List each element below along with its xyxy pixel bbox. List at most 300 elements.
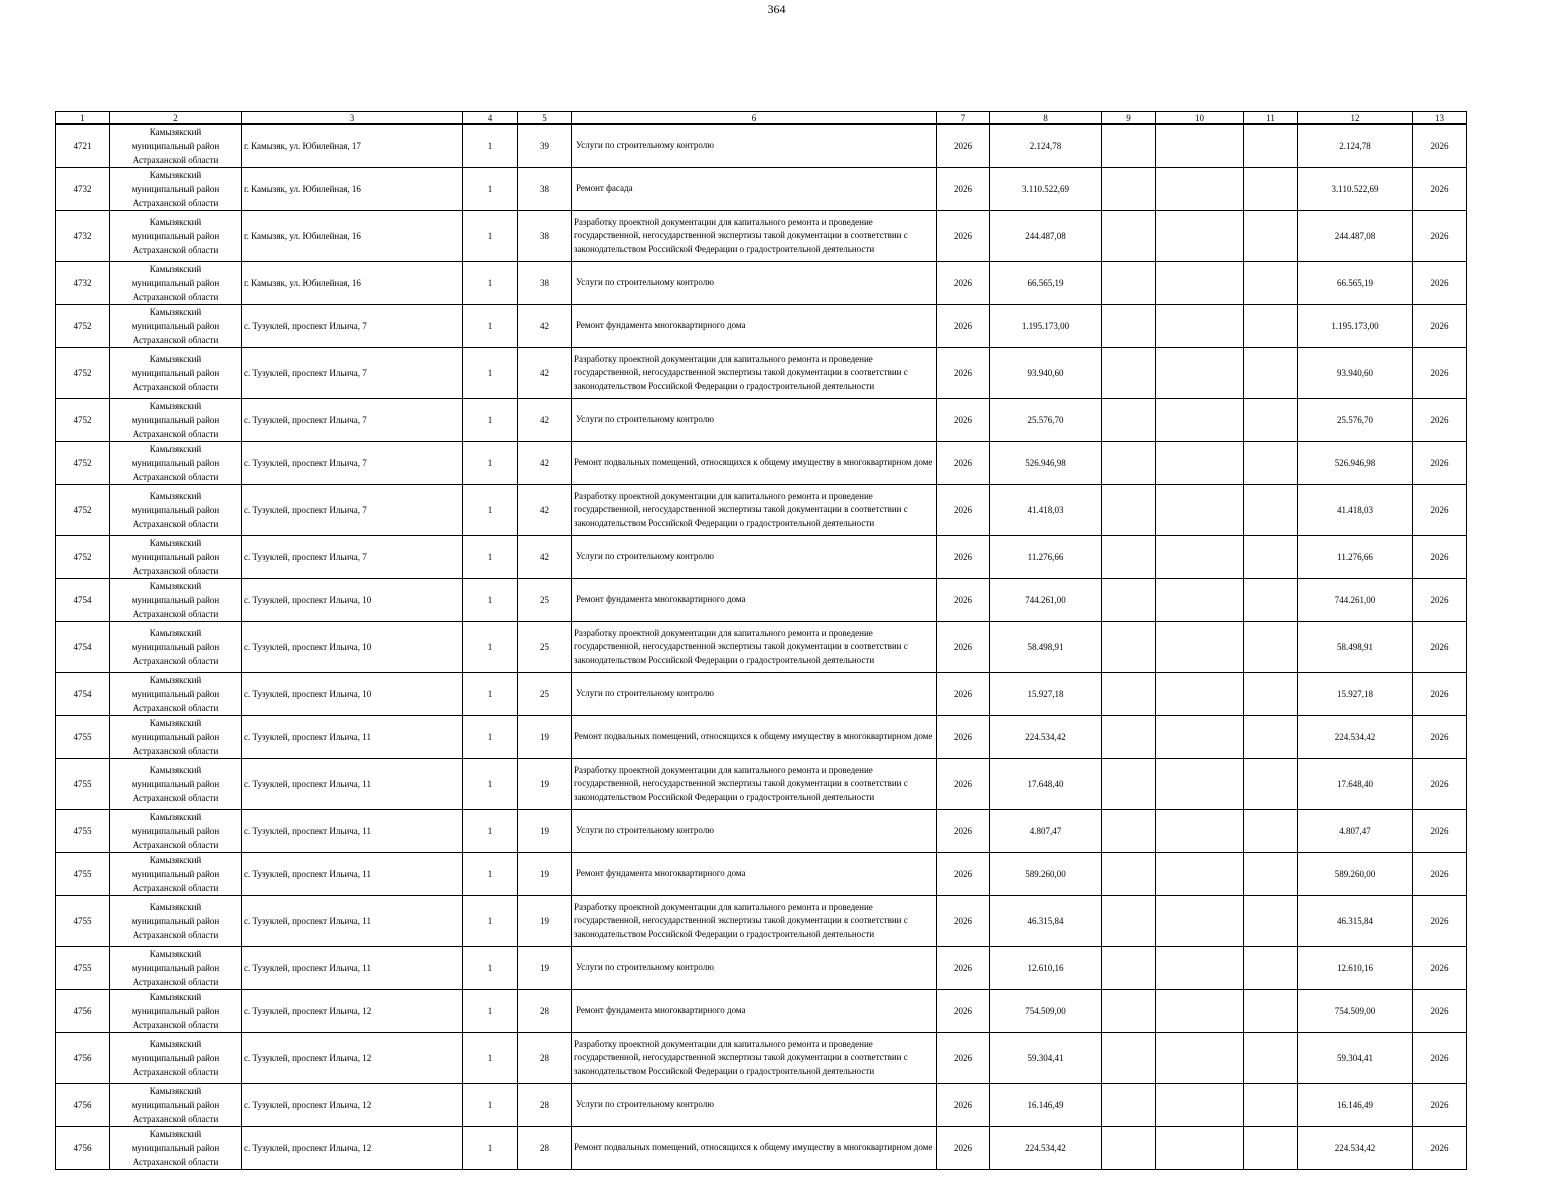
completion-year-cell: 2026 — [1413, 1084, 1467, 1127]
work-type-cell: Разработку проектной документации для капитального ремонта и проведение государственной, негосударственной экспертизы такой документации в соответствии с законодательством Российской Федерации о градостроительной деятельности — [572, 485, 937, 536]
table-row — [56, 716, 1467, 759]
column-header: 2 — [110, 112, 242, 125]
record-id-cell: 4721 — [56, 124, 110, 168]
total-cost-cell: 11.276,66 — [1298, 536, 1413, 579]
cost-cell: 744.261,00 — [990, 579, 1102, 622]
address-cell: с. Тузуклей, проспект Ильича, 12 — [242, 1084, 463, 1127]
column-11-cell — [1244, 947, 1298, 990]
table-row — [56, 348, 1467, 399]
work-type-cell: Разработку проектной документации для капитального ремонта и проведение государственной, негосударственной экспертизы такой документации в соответствии с законодательством Российской Федерации о градостроительной деятельности — [572, 211, 937, 262]
column-5-cell: 19 — [518, 896, 572, 947]
municipality-line: муниципальный район — [131, 826, 220, 836]
column-9-cell — [1102, 622, 1156, 673]
column-header: 7 — [937, 112, 990, 125]
year-cell: 2026 — [937, 1127, 990, 1170]
record-id-cell: 4755 — [56, 810, 110, 853]
column-10-cell — [1156, 536, 1244, 579]
table-row — [56, 262, 1467, 305]
column-9-cell — [1102, 262, 1156, 305]
year-cell: 2026 — [937, 399, 990, 442]
column-4-cell: 1 — [463, 673, 518, 716]
column-10-cell — [1156, 485, 1244, 536]
column-11-cell — [1244, 211, 1298, 262]
column-9-cell — [1102, 305, 1156, 348]
column-10-cell — [1156, 124, 1244, 168]
column-9-cell — [1102, 1033, 1156, 1084]
work-type-cell: Услуги по строительному контролю — [572, 536, 937, 579]
address-cell: с. Тузуклей, проспект Ильича, 7 — [242, 485, 463, 536]
column-11-cell — [1244, 485, 1298, 536]
municipality-cell — [110, 305, 242, 348]
column-4-cell: 1 — [463, 124, 518, 168]
table-row — [56, 673, 1467, 716]
cost-cell: 754.509,00 — [990, 990, 1102, 1033]
table-row — [56, 442, 1467, 485]
column-9-cell — [1102, 1084, 1156, 1127]
column-11-cell — [1244, 1084, 1298, 1127]
table-row — [56, 1033, 1467, 1084]
address-cell: г. Камызяк, ул. Юбилейная, 16 — [242, 211, 463, 262]
municipality-line: муниципальный район — [131, 963, 220, 973]
municipality-line: Астраханской области — [132, 1114, 219, 1124]
municipality-line: муниципальный район — [131, 595, 220, 605]
table-row — [56, 759, 1467, 810]
cost-cell: 93.940,60 — [990, 348, 1102, 399]
municipality-line: Астраханской области — [132, 840, 219, 850]
column-header: 5 — [518, 112, 572, 125]
column-9-cell — [1102, 399, 1156, 442]
cost-cell: 224.534,42 — [990, 716, 1102, 759]
cost-cell: 526.946,98 — [990, 442, 1102, 485]
address-cell: с. Тузуклей, проспект Ильича, 12 — [242, 990, 463, 1033]
work-type-cell: Услуги по строительному контролю — [572, 399, 937, 442]
page-number: 364 — [767, 2, 786, 16]
column-4-cell: 1 — [463, 990, 518, 1033]
completion-year-cell: 2026 — [1413, 579, 1467, 622]
completion-year-cell: 2026 — [1413, 211, 1467, 262]
address-cell: с. Тузуклей, проспект Ильича, 11 — [242, 810, 463, 853]
record-id-cell: 4732 — [56, 211, 110, 262]
address-cell: с. Тузуклей, проспект Ильича, 11 — [242, 759, 463, 810]
column-5-cell: 19 — [518, 947, 572, 990]
column-11-cell — [1244, 622, 1298, 673]
completion-year-cell: 2026 — [1413, 348, 1467, 399]
cost-cell: 11.276,66 — [990, 536, 1102, 579]
municipality-line: муниципальный район — [131, 732, 220, 742]
municipality-line: муниципальный район — [131, 321, 220, 331]
column-10-cell — [1156, 853, 1244, 896]
year-cell: 2026 — [937, 211, 990, 262]
column-number-row — [56, 112, 1467, 125]
year-cell: 2026 — [937, 579, 990, 622]
address-cell: с. Тузуклей, проспект Ильича, 11 — [242, 896, 463, 947]
municipality-cell — [110, 622, 242, 673]
municipality-cell — [110, 853, 242, 896]
column-4-cell: 1 — [463, 1084, 518, 1127]
column-header: 1 — [56, 112, 110, 125]
column-5-cell: 28 — [518, 1127, 572, 1170]
work-type-cell: Ремонт фундамента многоквартирного дома — [572, 853, 937, 896]
column-9-cell — [1102, 759, 1156, 810]
municipality-cell — [110, 810, 242, 853]
completion-year-cell: 2026 — [1413, 853, 1467, 896]
cost-cell: 1.195.173,00 — [990, 305, 1102, 348]
record-id-cell: 4752 — [56, 348, 110, 399]
column-5-cell: 38 — [518, 262, 572, 305]
completion-year-cell: 2026 — [1413, 262, 1467, 305]
address-cell: с. Тузуклей, проспект Ильича, 10 — [242, 579, 463, 622]
year-cell: 2026 — [937, 262, 990, 305]
total-cost-cell: 744.261,00 — [1298, 579, 1413, 622]
column-10-cell — [1156, 1033, 1244, 1084]
address-cell: с. Тузуклей, проспект Ильича, 7 — [242, 399, 463, 442]
cost-cell: 244.487,08 — [990, 211, 1102, 262]
municipality-line: Камызякский — [149, 307, 202, 317]
column-5-cell: 42 — [518, 442, 572, 485]
completion-year-cell: 2026 — [1413, 947, 1467, 990]
table-header — [56, 112, 1467, 125]
municipality-line: муниципальный район — [131, 642, 220, 652]
completion-year-cell: 2026 — [1413, 1033, 1467, 1084]
cost-cell: 12.610,16 — [990, 947, 1102, 990]
municipality-line: Камызякский — [149, 127, 202, 137]
municipality-cell — [110, 1127, 242, 1170]
column-9-cell — [1102, 168, 1156, 211]
year-cell: 2026 — [937, 442, 990, 485]
column-10-cell — [1156, 716, 1244, 759]
completion-year-cell: 2026 — [1413, 896, 1467, 947]
column-5-cell: 25 — [518, 579, 572, 622]
cost-cell: 4.807,47 — [990, 810, 1102, 853]
column-5-cell: 39 — [518, 124, 572, 168]
column-11-cell — [1244, 759, 1298, 810]
column-10-cell — [1156, 1127, 1244, 1170]
table-row — [56, 1084, 1467, 1127]
column-11-cell — [1244, 990, 1298, 1033]
column-9-cell — [1102, 896, 1156, 947]
municipality-line: муниципальный район — [131, 1006, 220, 1016]
column-4-cell: 1 — [463, 759, 518, 810]
total-cost-cell: 754.509,00 — [1298, 990, 1413, 1033]
work-type-cell: Ремонт фундамента многоквартирного дома — [572, 579, 937, 622]
column-10-cell — [1156, 211, 1244, 262]
table-row — [56, 622, 1467, 673]
municipality-line: Камызякский — [149, 581, 202, 591]
municipality-line: муниципальный район — [131, 458, 220, 468]
column-5-cell: 19 — [518, 853, 572, 896]
municipality-line: Камызякский — [149, 170, 202, 180]
work-type-cell: Ремонт подвальных помещений, относящихся к общему имуществу в многоквартирном доме — [572, 442, 937, 485]
year-cell: 2026 — [937, 1033, 990, 1084]
year-cell: 2026 — [937, 622, 990, 673]
column-11-cell — [1244, 716, 1298, 759]
column-4-cell: 1 — [463, 348, 518, 399]
column-9-cell — [1102, 348, 1156, 399]
column-9-cell — [1102, 716, 1156, 759]
column-11-cell — [1244, 853, 1298, 896]
municipality-line: муниципальный район — [131, 1143, 220, 1153]
municipality-line: Камызякский — [149, 491, 202, 501]
column-11-cell — [1244, 262, 1298, 305]
column-5-cell: 19 — [518, 759, 572, 810]
work-type-cell: Ремонт фундамента многоквартирного дома — [572, 305, 937, 348]
table-row — [56, 485, 1467, 536]
column-10-cell — [1156, 262, 1244, 305]
total-cost-cell: 46.315,84 — [1298, 896, 1413, 947]
record-id-cell: 4756 — [56, 1033, 110, 1084]
address-cell: с. Тузуклей, проспект Ильича, 12 — [242, 1033, 463, 1084]
municipality-line: Камызякский — [149, 354, 202, 364]
work-type-cell: Разработку проектной документации для капитального ремонта и проведение государственной, негосударственной экспертизы такой документации в соответствии с законодательством Российской Федерации о градостроительной деятельности — [572, 759, 937, 810]
table-row — [56, 399, 1467, 442]
cost-cell: 66.565,19 — [990, 262, 1102, 305]
total-cost-cell: 244.487,08 — [1298, 211, 1413, 262]
completion-year-cell: 2026 — [1413, 485, 1467, 536]
completion-year-cell: 2026 — [1413, 168, 1467, 211]
column-10-cell — [1156, 348, 1244, 399]
work-type-cell: Разработку проектной документации для капитального ремонта и проведение государственной, негосударственной экспертизы такой документации в соответствии с законодательством Российской Федерации о градостроительной деятельности — [572, 1033, 937, 1084]
municipality-line: Камызякский — [149, 675, 202, 685]
address-cell: с. Тузуклей, проспект Ильича, 11 — [242, 716, 463, 759]
column-9-cell — [1102, 211, 1156, 262]
municipality-line: Астраханской области — [132, 155, 219, 165]
column-10-cell — [1156, 947, 1244, 990]
total-cost-cell: 66.565,19 — [1298, 262, 1413, 305]
completion-year-cell: 2026 — [1413, 810, 1467, 853]
cost-cell: 16.146,49 — [990, 1084, 1102, 1127]
municipality-line: Камызякский — [149, 628, 202, 638]
column-5-cell: 38 — [518, 211, 572, 262]
municipality-line: муниципальный район — [131, 1100, 220, 1110]
address-cell: с. Тузуклей, проспект Ильича, 10 — [242, 673, 463, 716]
work-type-cell: Разработку проектной документации для капитального ремонта и проведение государственной, негосударственной экспертизы такой документации в соответствии с законодательством Российской Федерации о градостроительной деятельности — [572, 622, 937, 673]
column-5-cell: 42 — [518, 348, 572, 399]
column-5-cell: 25 — [518, 673, 572, 716]
year-cell: 2026 — [937, 348, 990, 399]
table-row — [56, 211, 1467, 262]
column-11-cell — [1244, 442, 1298, 485]
column-5-cell: 38 — [518, 168, 572, 211]
column-4-cell: 1 — [463, 1033, 518, 1084]
column-9-cell — [1102, 485, 1156, 536]
cost-cell: 46.315,84 — [990, 896, 1102, 947]
municipality-cell — [110, 168, 242, 211]
completion-year-cell: 2026 — [1413, 990, 1467, 1033]
municipality-line: муниципальный район — [131, 916, 220, 926]
municipality-line: муниципальный район — [131, 779, 220, 789]
column-9-cell — [1102, 990, 1156, 1033]
address-cell: с. Тузуклей, проспект Ильича, 11 — [242, 853, 463, 896]
address-cell: с. Тузуклей, проспект Ильича, 7 — [242, 442, 463, 485]
address-cell: г. Камызяк, ул. Юбилейная, 17 — [242, 124, 463, 168]
work-type-cell: Услуги по строительному контролю — [572, 947, 937, 990]
municipality-line: муниципальный район — [131, 689, 220, 699]
total-cost-cell: 224.534,42 — [1298, 1127, 1413, 1170]
year-cell: 2026 — [937, 536, 990, 579]
completion-year-cell: 2026 — [1413, 716, 1467, 759]
record-id-cell: 4732 — [56, 262, 110, 305]
municipality-line: муниципальный район — [131, 368, 220, 378]
municipality-cell — [110, 759, 242, 810]
year-cell: 2026 — [937, 305, 990, 348]
municipality-line: Астраханской области — [132, 793, 219, 803]
column-9-cell — [1102, 442, 1156, 485]
address-cell: с. Тузуклей, проспект Ильича, 10 — [242, 622, 463, 673]
address-cell: с. Тузуклей, проспект Ильича, 11 — [242, 947, 463, 990]
record-id-cell: 4755 — [56, 947, 110, 990]
record-id-cell: 4756 — [56, 1084, 110, 1127]
column-header: 4 — [463, 112, 518, 125]
column-10-cell — [1156, 673, 1244, 716]
column-10-cell — [1156, 622, 1244, 673]
column-10-cell — [1156, 399, 1244, 442]
table-body — [56, 124, 1467, 1170]
column-4-cell: 1 — [463, 716, 518, 759]
table-row — [56, 810, 1467, 853]
year-cell: 2026 — [937, 990, 990, 1033]
column-11-cell — [1244, 536, 1298, 579]
municipality-cell — [110, 716, 242, 759]
total-cost-cell: 15.927,18 — [1298, 673, 1413, 716]
column-5-cell: 25 — [518, 622, 572, 673]
municipality-line: Астраханской области — [132, 609, 219, 619]
total-cost-cell: 4.807,47 — [1298, 810, 1413, 853]
total-cost-cell: 3.110.522,69 — [1298, 168, 1413, 211]
record-id-cell: 4732 — [56, 168, 110, 211]
municipality-line: муниципальный район — [131, 184, 220, 194]
municipality-cell — [110, 262, 242, 305]
year-cell: 2026 — [937, 896, 990, 947]
municipality-line: муниципальный район — [131, 231, 220, 241]
cost-cell: 224.534,42 — [990, 1127, 1102, 1170]
column-5-cell: 42 — [518, 399, 572, 442]
column-9-cell — [1102, 673, 1156, 716]
cost-cell: 17.648,40 — [990, 759, 1102, 810]
municipality-cell — [110, 442, 242, 485]
record-id-cell: 4752 — [56, 536, 110, 579]
column-header: 12 — [1298, 112, 1413, 125]
table-row — [56, 990, 1467, 1033]
municipality-line: Астраханской области — [132, 382, 219, 392]
column-10-cell — [1156, 759, 1244, 810]
table-row — [56, 579, 1467, 622]
column-10-cell — [1156, 990, 1244, 1033]
column-10-cell — [1156, 442, 1244, 485]
work-type-cell: Ремонт подвальных помещений, относящихся к общему имуществу в многоквартирном доме — [572, 716, 937, 759]
municipality-line: Камызякский — [149, 1086, 202, 1096]
cost-cell: 3.110.522,69 — [990, 168, 1102, 211]
column-9-cell — [1102, 810, 1156, 853]
column-4-cell: 1 — [463, 442, 518, 485]
year-cell: 2026 — [937, 759, 990, 810]
municipality-line: Астраханской области — [132, 746, 219, 756]
work-type-cell: Разработку проектной документации для капитального ремонта и проведение государственной, негосударственной экспертизы такой документации в соответствии с законодательством Российской Федерации о градостроительной деятельности — [572, 348, 937, 399]
column-5-cell: 42 — [518, 305, 572, 348]
municipality-line: Камызякский — [149, 538, 202, 548]
total-cost-cell: 17.648,40 — [1298, 759, 1413, 810]
municipality-cell — [110, 990, 242, 1033]
total-cost-cell: 58.498,91 — [1298, 622, 1413, 673]
municipality-line: Камызякский — [149, 401, 202, 411]
record-id-cell: 4752 — [56, 305, 110, 348]
municipality-line: муниципальный район — [131, 278, 220, 288]
work-type-cell: Ремонт подвальных помещений, относящихся к общему имуществу в многоквартирном доме — [572, 1127, 937, 1170]
cost-cell: 15.927,18 — [990, 673, 1102, 716]
municipality-cell — [110, 947, 242, 990]
column-10-cell — [1156, 168, 1244, 211]
table-row — [56, 853, 1467, 896]
completion-year-cell: 2026 — [1413, 305, 1467, 348]
municipality-line: муниципальный район — [131, 505, 220, 515]
total-cost-cell: 224.534,42 — [1298, 716, 1413, 759]
record-id-cell: 4754 — [56, 673, 110, 716]
municipality-line: Астраханской области — [132, 930, 219, 940]
year-cell: 2026 — [937, 716, 990, 759]
column-5-cell: 42 — [518, 536, 572, 579]
municipality-cell — [110, 399, 242, 442]
municipality-line: муниципальный район — [131, 1053, 220, 1063]
column-4-cell: 1 — [463, 305, 518, 348]
cost-cell: 59.304,41 — [990, 1033, 1102, 1084]
column-11-cell — [1244, 896, 1298, 947]
cost-cell: 25.576,70 — [990, 399, 1102, 442]
cost-cell: 58.498,91 — [990, 622, 1102, 673]
total-cost-cell: 2.124,78 — [1298, 124, 1413, 168]
total-cost-cell: 41.418,03 — [1298, 485, 1413, 536]
registry-table — [55, 111, 1467, 1170]
cost-cell: 2.124,78 — [990, 124, 1102, 168]
record-id-cell: 4754 — [56, 579, 110, 622]
column-4-cell: 1 — [463, 262, 518, 305]
column-header: 3 — [242, 112, 463, 125]
table-row — [56, 124, 1467, 168]
municipality-cell — [110, 124, 242, 168]
municipality-cell — [110, 673, 242, 716]
municipality-line: муниципальный район — [131, 415, 220, 425]
year-cell: 2026 — [937, 853, 990, 896]
municipality-cell — [110, 536, 242, 579]
completion-year-cell: 2026 — [1413, 759, 1467, 810]
municipality-line: муниципальный район — [131, 869, 220, 879]
municipality-cell — [110, 1084, 242, 1127]
municipality-line: Камызякский — [149, 949, 202, 959]
column-11-cell — [1244, 673, 1298, 716]
column-4-cell: 1 — [463, 536, 518, 579]
column-5-cell: 42 — [518, 485, 572, 536]
work-type-cell: Услуги по строительному контролю — [572, 810, 937, 853]
column-4-cell: 1 — [463, 853, 518, 896]
column-10-cell — [1156, 1084, 1244, 1127]
column-5-cell: 19 — [518, 716, 572, 759]
total-cost-cell: 16.146,49 — [1298, 1084, 1413, 1127]
column-10-cell — [1156, 810, 1244, 853]
record-id-cell: 4752 — [56, 399, 110, 442]
municipality-line: Астраханской области — [132, 566, 219, 576]
municipality-cell — [110, 211, 242, 262]
municipality-line: Астраханской области — [132, 1020, 219, 1030]
year-cell: 2026 — [937, 1084, 990, 1127]
record-id-cell: 4754 — [56, 622, 110, 673]
column-4-cell: 1 — [463, 896, 518, 947]
column-9-cell — [1102, 579, 1156, 622]
municipality-line: Камызякский — [149, 992, 202, 1002]
completion-year-cell: 2026 — [1413, 536, 1467, 579]
total-cost-cell: 93.940,60 — [1298, 348, 1413, 399]
municipality-line: Астраханской области — [132, 656, 219, 666]
column-10-cell — [1156, 896, 1244, 947]
column-header: 11 — [1244, 112, 1298, 125]
column-4-cell: 1 — [463, 211, 518, 262]
